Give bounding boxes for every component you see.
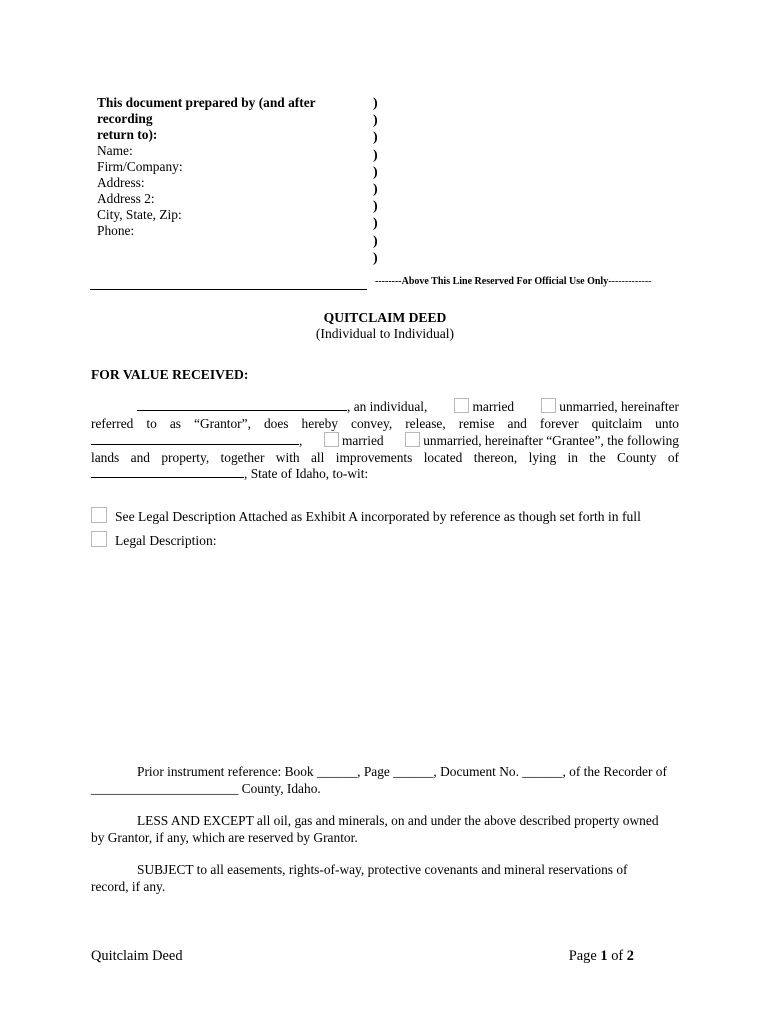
document-subtitle: (Individual to Individual) — [315, 326, 455, 341]
subject-line-2: record, if any. — [91, 878, 166, 894]
official-use-notice — [375, 276, 652, 287]
field-firm-label: Firm/Company: — [97, 159, 183, 174]
grantee-unmarried-checkbox[interactable] — [405, 432, 420, 447]
field-name-label: Name: — [97, 143, 133, 158]
less-except-line-1: LESS AND EXCEPT all oil, gas and minerals, on and under the above described property owned — [137, 813, 659, 828]
grantor-clause-line-4: lands and property, together with all improvements located thereon, lying in the County of — [91, 449, 679, 465]
grantor-married-checkbox[interactable] — [454, 398, 469, 413]
county-blank[interactable] — [91, 466, 244, 478]
grantee-comma: , — [299, 433, 303, 449]
exhibit-option-label: See Legal Description Attached as Exhibit A incorporated by reference as though set forth in full — [115, 509, 641, 524]
grantee-name-blank[interactable] — [91, 433, 299, 445]
legal-description-label: Legal Description: — [115, 533, 217, 548]
bracket-column — [373, 95, 383, 267]
exhibit-checkbox[interactable] — [91, 507, 107, 523]
official-use-dashes-left: -------- — [375, 276, 402, 287]
less-except-paragraph — [91, 813, 679, 846]
prior-instrument-line-2: ______________________ County, Idaho. — [91, 780, 321, 796]
bracket: ) — [373, 250, 378, 266]
grantor-unmarried-checkbox[interactable] — [541, 398, 556, 413]
prepared-by-heading-1: This document prepared by (and after recording — [97, 95, 316, 126]
grantor-married-label: married — [472, 399, 515, 414]
recording-divider-line — [90, 289, 367, 290]
grantor-clause-text: , an individual, — [347, 399, 428, 414]
grantee-married-checkbox[interactable] — [324, 432, 339, 447]
bracket: ) — [373, 96, 378, 111]
prior-instrument-line-1: Prior instrument reference: Book ______, Page ______, Document No. ______, of the Recorder of — [137, 764, 667, 779]
prepared-by-block — [97, 95, 367, 239]
less-except-line-2: by Grantor, if any, which are reserved by Grantor. — [91, 829, 358, 845]
page-total: 2 — [626, 948, 634, 964]
grantor-paragraph — [91, 398, 679, 483]
bracket: ) — [373, 216, 378, 232]
field-address-label: Address: — [97, 175, 145, 190]
bracket: ) — [373, 164, 378, 180]
subject-paragraph — [91, 862, 679, 895]
grantor-name-blank[interactable] — [137, 399, 347, 411]
legal-description-option[interactable] — [91, 531, 217, 549]
document-title: QUITCLAIM DEED — [323, 310, 447, 325]
legal-description-checkbox[interactable] — [91, 531, 107, 547]
page-current: 1 — [600, 948, 608, 964]
prior-instrument-paragraph — [91, 764, 679, 797]
grantor-clause-line-2: referred to as “Grantor”, does hereby convey, release, remise and forever quitclaim unto — [91, 415, 679, 431]
grantor-unmarried-label: unmarried, hereinafter — [559, 399, 679, 414]
bracket: ) — [373, 233, 378, 249]
field-address2-label: Address 2: — [97, 191, 155, 206]
bracket: ) — [373, 113, 378, 129]
official-use-dashes-right: ------------- — [608, 276, 652, 287]
bracket: ) — [373, 199, 378, 215]
field-city-state-zip-label: City, State, Zip: — [97, 207, 182, 222]
exhibit-option[interactable] — [91, 507, 641, 525]
page-number — [569, 948, 634, 965]
field-phone-label: Phone: — [97, 223, 135, 238]
footer-document-name: Quitclaim Deed — [91, 948, 183, 964]
state-clause-text: , State of Idaho, to-wit: — [244, 466, 369, 482]
of-word: of — [611, 948, 624, 964]
bracket: ) — [373, 147, 378, 163]
bracket: ) — [373, 181, 378, 197]
prepared-by-heading-2: return to): — [97, 127, 158, 142]
grantee-clause-text: unmarried, hereinafter “Grantee”, the following — [423, 433, 679, 449]
official-use-text: Above This Line Reserved For Official Use Only — [401, 276, 609, 287]
page-word: Page — [568, 948, 597, 964]
for-value-heading: FOR VALUE RECEIVED: — [91, 367, 249, 382]
grantee-married-label: married — [341, 433, 384, 449]
subject-line-1: SUBJECT to all easements, rights-of-way, protective covenants and mineral reservations of — [137, 862, 628, 877]
bracket: ) — [373, 130, 378, 146]
